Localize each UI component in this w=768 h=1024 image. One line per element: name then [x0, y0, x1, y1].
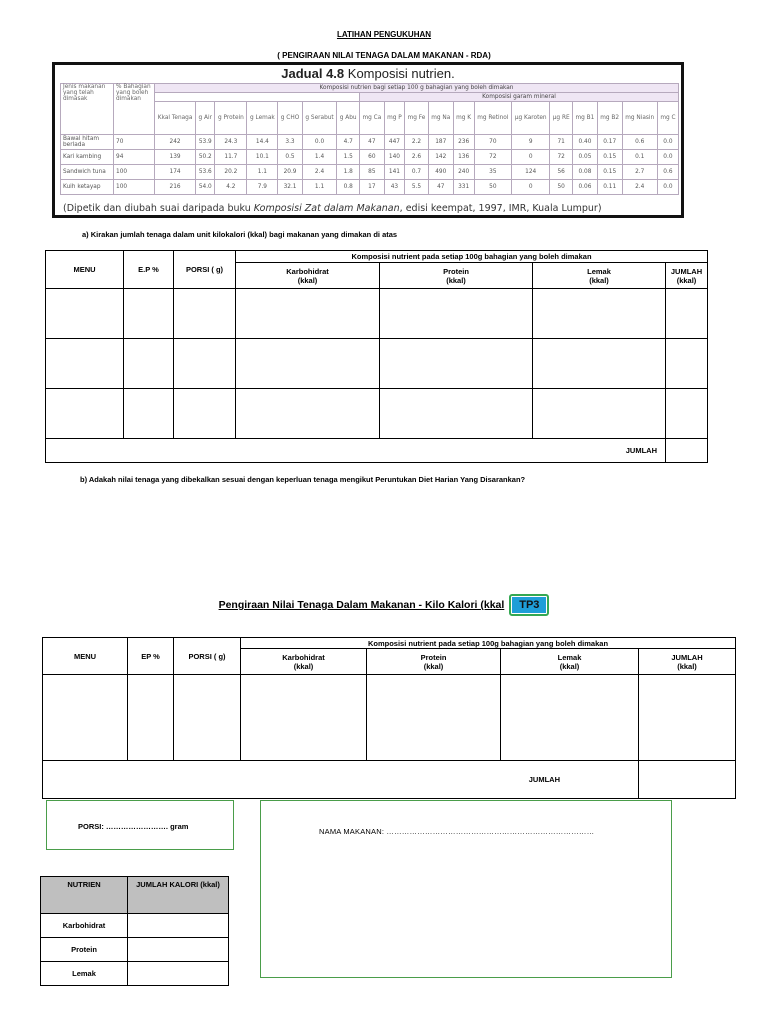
- nutrient-value: 142: [428, 150, 453, 165]
- nutrient-value: 0.0: [657, 180, 678, 195]
- col-jumlah: JUMLAH (kkal): [639, 649, 736, 675]
- nutrient-column-header: g Protein: [215, 102, 247, 135]
- col-karbohidrat: Karbohidrat (kkal): [236, 263, 380, 289]
- page-title: LATIHAN PENGUKUHAN: [336, 30, 432, 39]
- page-subtitle: ( PENGIRAAN NILAI TENAGA DALAM MAKANAN - RDA): [277, 51, 491, 60]
- menu-cell[interactable]: [43, 675, 128, 761]
- protein-cell[interactable]: [380, 289, 533, 339]
- nutrient-value: 50.2: [196, 150, 215, 165]
- nutrient-value: 50: [474, 180, 512, 195]
- col-pct: % Bahagian yang boleh dimakan: [114, 84, 155, 135]
- lemak-cell[interactable]: [501, 675, 639, 761]
- nutrient-value: 0.0: [657, 150, 678, 165]
- nutrient-value: 85: [360, 165, 385, 180]
- energy-calc-table-2: [42, 637, 736, 799]
- table-row: [41, 938, 229, 962]
- menu-cell[interactable]: [46, 339, 124, 389]
- karbohidrat-cell[interactable]: [236, 389, 380, 439]
- nutrient-value: 0.0: [302, 135, 337, 150]
- edible-percent: 70: [114, 135, 155, 150]
- nutrient-value: 47: [428, 180, 453, 195]
- table-row: [61, 165, 679, 180]
- nutrient-value: 0.8: [337, 180, 360, 195]
- lemak-cell[interactable]: [533, 289, 666, 339]
- col-porsi: PORSI ( g): [174, 251, 236, 289]
- nutrient-value: 0.17: [597, 135, 622, 150]
- nutrient-column-header: g Serabut: [302, 102, 337, 135]
- nutrient-value: 14.4: [247, 135, 278, 150]
- nutrient-value: 10.1: [247, 150, 278, 165]
- protein-cell[interactable]: [380, 339, 533, 389]
- col-ep: E.P %: [124, 251, 174, 289]
- porsi-cell[interactable]: [174, 289, 236, 339]
- nutrient-value: 331: [453, 180, 474, 195]
- nutrient-value: 0.5: [278, 150, 302, 165]
- nutrient-value: 35: [474, 165, 512, 180]
- col-lemak: Lemak (kkal): [501, 649, 639, 675]
- lemak-cell[interactable]: [533, 389, 666, 439]
- nutrient-column-header: Kkal Tenaga: [155, 102, 196, 135]
- nutrient-column-header: mg B1: [573, 102, 598, 135]
- nutrient-value: 0.15: [597, 165, 622, 180]
- menu-cell[interactable]: [46, 289, 124, 339]
- section-2-heading: Pengiraan Nilai Tenaga Dalam Makanan - Kilo Kalori (kkal TP3: [0, 594, 768, 616]
- total-label: JUMLAH: [43, 761, 639, 799]
- nutrient-value: 0.06: [573, 180, 598, 195]
- nutrient-reference-table: [52, 62, 684, 218]
- nutrient-value: 9: [512, 135, 550, 150]
- tp3-badge: TP3: [509, 594, 549, 616]
- nutrient-value: 54.0: [196, 180, 215, 195]
- nutrient-column-header: mg C: [657, 102, 678, 135]
- question-b: b) Adakah nilai tenaga yang dibekalkan sesuai dengan keperluan tenaga mengikut Peruntukan Diet Harian Yang Disarankan?: [80, 475, 526, 484]
- table-row: [61, 150, 679, 165]
- group-header: Komposisi nutrient pada setiap 100g bahagian yang boleh dimakan: [241, 638, 736, 649]
- food-name: Kuih ketayap: [61, 180, 114, 195]
- nutrient-value: 2.7: [622, 165, 657, 180]
- ep-cell[interactable]: [124, 289, 174, 339]
- nutrient-value: 0.6: [622, 135, 657, 150]
- nutrient-value: 71: [550, 135, 573, 150]
- kalori-cell[interactable]: [128, 962, 229, 986]
- nutrient-value: 53.6: [196, 165, 215, 180]
- nutrient-value: 43: [384, 180, 404, 195]
- nutrient-column-header: µg Karoten: [512, 102, 550, 135]
- nutrient-column-header: mg P: [384, 102, 404, 135]
- porsi-box: [46, 800, 234, 850]
- nutrient-value: 0.7: [405, 165, 429, 180]
- nutrient-column-header: g Lemak: [247, 102, 278, 135]
- nutrient-label: Lemak: [41, 962, 128, 986]
- nutrient-value: 2.6: [405, 150, 429, 165]
- menu-cell[interactable]: [46, 389, 124, 439]
- question-a: a) Kirakan jumlah tenaga dalam unit kilokalori (kkal) bagi makanan yang dimakan di atas: [82, 230, 398, 239]
- nutrient-value: 7.9: [247, 180, 278, 195]
- jumlah-cell[interactable]: [666, 289, 708, 339]
- jumlah-cell[interactable]: [666, 339, 708, 389]
- nutrient-column-header: g CHO: [278, 102, 302, 135]
- nutrient-value: 4.2: [215, 180, 247, 195]
- group-header: Komposisi nutrien bagi setiap 100 g bahagian yang boleh dimakan: [155, 84, 679, 93]
- nutrient-value: 53.9: [196, 135, 215, 150]
- col-food: Jenis makanan yang telah dimasak: [61, 84, 114, 135]
- kalori-cell[interactable]: [128, 938, 229, 962]
- nutrient-value: 50: [550, 180, 573, 195]
- nutrient-value: 0.6: [657, 165, 678, 180]
- col-lemak: Lemak (kkal): [533, 263, 666, 289]
- karbohidrat-cell[interactable]: [236, 339, 380, 389]
- nutrient-value: 2.4: [302, 165, 337, 180]
- reference-source: (Dipetik dan diubah suai daripada buku Komposisi Zat dalam Makanan, edisi keempat, 1997, IMR, Kuala Lumpur): [63, 203, 602, 214]
- nutrient-value: 216: [155, 180, 196, 195]
- nutrient-value: 187: [428, 135, 453, 150]
- table-row: [61, 180, 679, 195]
- nama-makanan-label: NAMA MAKANAN: ………………………………………………………………………: [319, 827, 595, 836]
- lemak-cell[interactable]: [533, 339, 666, 389]
- nutrient-value: 11.7: [215, 150, 247, 165]
- reference-table-title: Jadual 4.8 Komposisi nutrien.: [281, 66, 455, 81]
- nutrient-value: 240: [453, 165, 474, 180]
- nutrient-value: 2.2: [405, 135, 429, 150]
- table-row: [46, 339, 708, 389]
- nutrient-value: 0.11: [597, 180, 622, 195]
- porsi-cell[interactable]: [174, 675, 241, 761]
- table-row: [43, 675, 736, 761]
- nutrient-value: 447: [384, 135, 404, 150]
- nutrient-value: 0.0: [657, 135, 678, 150]
- nutrient-value: 236: [453, 135, 474, 150]
- protein-cell[interactable]: [380, 389, 533, 439]
- nutrient-column-header: mg B2: [597, 102, 622, 135]
- nutrient-value: 141: [384, 165, 404, 180]
- nutrient-value: 2.4: [622, 180, 657, 195]
- nutrient-value: 32.1: [278, 180, 302, 195]
- nutrient-value: 174: [155, 165, 196, 180]
- nutrient-value: 17: [360, 180, 385, 195]
- nutrient-value: 47: [360, 135, 385, 150]
- nutrient-value: 1.1: [247, 165, 278, 180]
- nutrient-value: 124: [512, 165, 550, 180]
- ep-cell[interactable]: [124, 339, 174, 389]
- table-row: [41, 914, 229, 938]
- nama-makanan-box: [260, 800, 672, 978]
- edible-percent: 100: [114, 180, 155, 195]
- edible-percent: 94: [114, 150, 155, 165]
- nutrient-value: 490: [428, 165, 453, 180]
- food-name: Bawal hitam berlada: [61, 135, 114, 150]
- nutrient-value: 0.15: [597, 150, 622, 165]
- energy-calc-table-1: [45, 250, 708, 463]
- col-protein: Protein (kkal): [380, 263, 533, 289]
- nutrient-value: 1.1: [302, 180, 337, 195]
- nutrient-value: 72: [474, 150, 512, 165]
- ep-cell[interactable]: [124, 389, 174, 439]
- nutrient-column-header: mg Ca: [360, 102, 385, 135]
- col-porsi: PORSI ( g): [174, 638, 241, 675]
- food-name: Sandwich tuna: [61, 165, 114, 180]
- kalori-cell[interactable]: [128, 914, 229, 938]
- jumlah-cell[interactable]: [666, 389, 708, 439]
- group-header: Komposisi nutrient pada setiap 100g bahagian yang boleh dimakan: [236, 251, 708, 263]
- protein-cell[interactable]: [367, 675, 501, 761]
- nutrient-label: Karbohidrat: [41, 914, 128, 938]
- jumlah-cell[interactable]: [639, 675, 736, 761]
- nutrient-value: 0.05: [573, 150, 598, 165]
- nutrient-value: 136: [453, 150, 474, 165]
- nutrient-value: 0: [512, 150, 550, 165]
- karbohidrat-cell[interactable]: [241, 675, 367, 761]
- nutrient-column-header: mg Na: [428, 102, 453, 135]
- col-menu: MENU: [43, 638, 128, 675]
- col-menu: MENU: [46, 251, 124, 289]
- nutrient-column-header: g Abu: [337, 102, 360, 135]
- food-name: Kari kambing: [61, 150, 114, 165]
- karbohidrat-cell[interactable]: [236, 289, 380, 339]
- nutrient-column-header: g Air: [196, 102, 215, 135]
- nutrient-value: 60: [360, 150, 385, 165]
- ep-cell[interactable]: [128, 675, 174, 761]
- nutrient-column-header: mg K: [453, 102, 474, 135]
- nutrient-value: 0: [512, 180, 550, 195]
- mineral-header: Komposisi garam mineral: [360, 93, 679, 102]
- nutrient-value: 0.1: [622, 150, 657, 165]
- table-row: [46, 289, 708, 339]
- col-protein: Protein (kkal): [367, 649, 501, 675]
- porsi-cell[interactable]: [174, 389, 236, 439]
- nutrient-value: 0.40: [573, 135, 598, 150]
- nutrient-composition-table: [60, 83, 679, 195]
- nutrient-value: 24.3: [215, 135, 247, 150]
- nutrient-value: 140: [384, 150, 404, 165]
- nutrient-column-header: µg RE: [550, 102, 573, 135]
- nutrient-value: 5.5: [405, 180, 429, 195]
- nutrient-value: 3.3: [278, 135, 302, 150]
- total-cell[interactable]: [666, 439, 708, 463]
- total-cell[interactable]: [639, 761, 736, 799]
- nutrient-value: 1.4: [302, 150, 337, 165]
- nutrient-label: Protein: [41, 938, 128, 962]
- table-row: [46, 389, 708, 439]
- nutrient-column-header: mg Niasin: [622, 102, 657, 135]
- table-row: [41, 962, 229, 986]
- col-jumlah: JUMLAH (kkal): [666, 263, 708, 289]
- col-karbohidrat: Karbohidrat (kkal): [241, 649, 367, 675]
- nutrient-column-header: mg Fe: [405, 102, 429, 135]
- nutrient-value: 20.9: [278, 165, 302, 180]
- nutrient-value: 1.5: [337, 150, 360, 165]
- porsi-label: PORSI: ……………………. gram: [78, 822, 189, 831]
- nutrient-value: 20.2: [215, 165, 247, 180]
- col-nutrien: NUTRIEN: [41, 877, 128, 914]
- nutrient-value: 72: [550, 150, 573, 165]
- nutrient-value: 1.8: [337, 165, 360, 180]
- nutrient-value: 4.7: [337, 135, 360, 150]
- nutrient-value: 0.08: [573, 165, 598, 180]
- nutrient-value: 70: [474, 135, 512, 150]
- total-label: JUMLAH: [46, 439, 666, 463]
- col-ep: EP %: [128, 638, 174, 675]
- nutrient-value: 139: [155, 150, 196, 165]
- col-jumlah-kalori: JUMLAH KALORI (kkal): [128, 877, 229, 914]
- edible-percent: 100: [114, 165, 155, 180]
- porsi-cell[interactable]: [174, 339, 236, 389]
- spacer-cell: [155, 93, 360, 102]
- nutrient-value: 242: [155, 135, 196, 150]
- nutrient-column-header: mg Retinol: [474, 102, 512, 135]
- table-row: [61, 135, 679, 150]
- nutrient-value: 56: [550, 165, 573, 180]
- nutrien-calorie-table: [40, 876, 229, 986]
